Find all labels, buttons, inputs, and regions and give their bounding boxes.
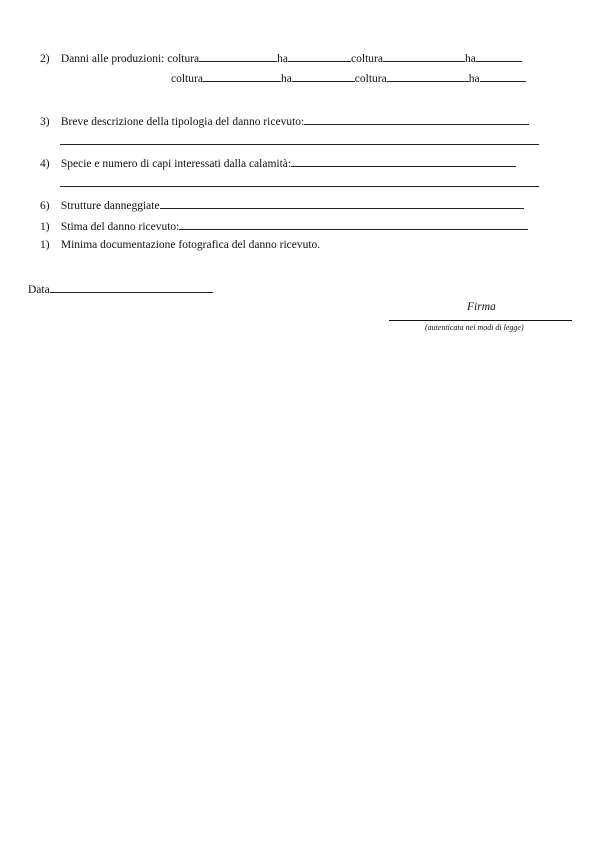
ha-label: ha — [277, 53, 289, 65]
signature-field[interactable] — [389, 320, 572, 321]
estimate-label: Stima del danno ricevuto: — [60, 221, 180, 233]
production-row-1 — [40, 50, 522, 66]
item-number: 1) — [40, 239, 50, 251]
production-row-2 — [171, 70, 526, 86]
signature-note: (autenticata nei modi di legge) — [425, 323, 524, 332]
photos-row — [40, 238, 320, 252]
livestock-field-line-2[interactable] — [60, 186, 539, 187]
crop-label: coltura — [354, 73, 387, 85]
crop-label: coltura — [171, 73, 203, 85]
structures-row — [40, 197, 524, 213]
description-label: Breve descrizione della tipologia del danno ricevuto: — [60, 116, 305, 128]
description-row — [40, 113, 529, 129]
date-label: Data — [28, 284, 50, 296]
livestock-label: Specie e numero di capi interessati dalla calamità: — [60, 158, 292, 170]
photos-label: Minima documentazione fotografica del danno ricevuto. — [60, 239, 321, 251]
structures-field[interactable] — [160, 197, 524, 209]
description-field[interactable] — [304, 113, 529, 125]
ha-field[interactable] — [288, 50, 351, 62]
ha-field[interactable] — [476, 50, 522, 62]
crop-field[interactable] — [383, 50, 465, 62]
item-number: 6) — [40, 200, 50, 212]
crop-field[interactable] — [199, 50, 277, 62]
item-number: 2) — [40, 53, 50, 65]
crop-field[interactable] — [387, 70, 469, 82]
production-label: Danni alle produzioni: — [60, 53, 165, 65]
estimate-row — [40, 218, 528, 234]
ha-label: ha — [280, 73, 292, 85]
crop-label: coltura — [351, 53, 383, 65]
item-number: 3) — [40, 116, 50, 128]
ha-label: ha — [464, 53, 476, 65]
signature-label: Firma — [467, 301, 496, 313]
description-field-line-2[interactable] — [60, 144, 539, 145]
date-row — [28, 281, 213, 297]
crop-label: coltura — [167, 53, 200, 65]
ha-field[interactable] — [480, 70, 526, 82]
item-number: 4) — [40, 158, 50, 170]
ha-label: ha — [468, 73, 480, 85]
ha-field[interactable] — [292, 70, 355, 82]
livestock-row — [40, 155, 516, 171]
date-field[interactable] — [50, 281, 213, 293]
crop-field[interactable] — [203, 70, 281, 82]
estimate-field[interactable] — [179, 218, 528, 230]
structures-label: Strutture danneggiate — [60, 200, 160, 212]
livestock-field[interactable] — [291, 155, 516, 167]
item-number: 1) — [40, 221, 50, 233]
